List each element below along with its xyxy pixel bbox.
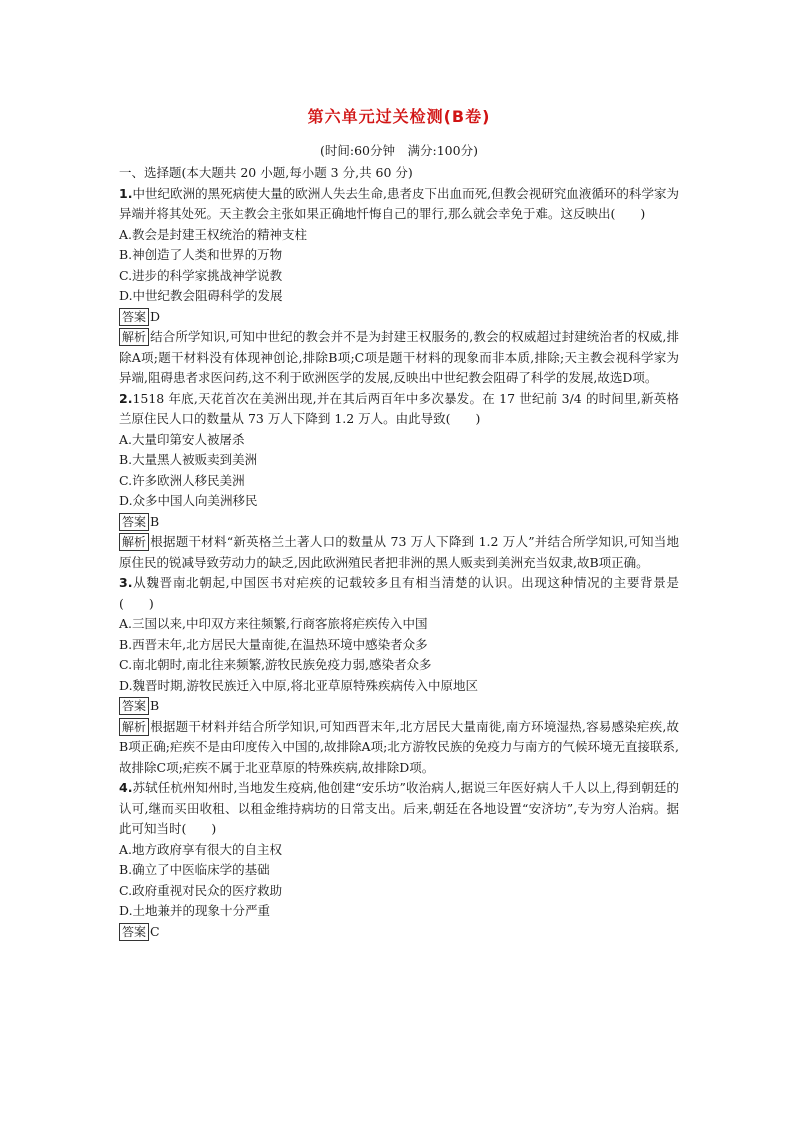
question-1 bbox=[119, 184, 679, 389]
option-b: B.确立了中医临床学的基础 bbox=[119, 862, 270, 877]
analysis-text: 结合所学知识,可知中世纪的教会并不是为封建王权服务的,教会的权威超过封建统治者的权威,排除A项;题干材料没有体现神创论,排除B项;C项是题干材料的现象而非本质,排除;天主教会视科学家为异端,阻碍患者求医问药,这不利于欧洲医学的发展,反映出中世纪教会阻碍了科学的发展,故选D项。 bbox=[119, 329, 679, 385]
stem-text: 从魏晋南北朝起,中国医书对疟疾的记载较多且有相当清楚的认识。出现这种情况的主要背景是( ) bbox=[119, 575, 679, 611]
exam-page bbox=[119, 104, 679, 942]
analysis-tag: 解析 bbox=[119, 718, 149, 736]
stem-text: 苏轼任杭州知州时,当地发生疫病,他创建“安乐坊”收治病人,据说三年医好病人千人以上,得到朝廷的认可,继而买田收租、以租金维持病坊的日常支出。后来,朝廷在各地设置“安济坊”,专为穷人治病。据此可知当时( ) bbox=[119, 780, 679, 836]
option-c: C.进步的科学家挑战神学说教 bbox=[119, 267, 283, 283]
option-a: A.教会是封建王权统治的精神支柱 bbox=[119, 226, 308, 242]
analysis-text: 根据题干材料“新英格兰土著人口的数量从 73 万人下降到 1.2 万人”并结合所学知识,可知当地原住民的锐减导致劳动力的缺乏,因此欧洲殖民者把非洲的黑人贩卖到美洲充当奴隶,故B项正确。 bbox=[119, 534, 679, 570]
question-number: 4. bbox=[119, 780, 133, 795]
page-title: 第六单元过关检测(B卷) bbox=[307, 107, 491, 126]
stem-text: 中世纪欧洲的黑死病使大量的欧洲人失去生命,患者皮下出血而死,但教会视研究血液循环的科学家为异端并将其处死。天主教会主张如果正确地忏悔自己的罪行,那么就会幸免于难。这反映出( ) bbox=[119, 185, 679, 221]
option-a: A.大量印第安人被屠杀 bbox=[119, 431, 245, 447]
option-d: D.中世纪教会阻碍科学的发展 bbox=[119, 288, 283, 303]
answer-value: C bbox=[150, 923, 160, 939]
analysis-line bbox=[119, 717, 679, 779]
option-b: B.大量黑人被贩卖到美洲 bbox=[119, 452, 258, 467]
analysis-text: 根据题干材料并结合所学知识,可知西晋末年,北方居民大量南徙,南方环境湿热,容易感染疟疾,故B项正确;疟疾不是由印度传入中国的,故排除A项;北方游牧民族的免疫力与南方的气候环境无直接联系,故排除C项;疟疾不属于北亚草原的特殊疾病,故排除D项。 bbox=[119, 718, 679, 775]
question-number: 3. bbox=[119, 575, 133, 590]
option-a: A.地方政府享有很大的自主权 bbox=[119, 841, 283, 857]
question-stem bbox=[119, 778, 679, 840]
answer-tag: 答案 bbox=[119, 308, 149, 326]
question-3 bbox=[119, 573, 679, 778]
question-stem bbox=[119, 573, 679, 614]
analysis-line bbox=[119, 327, 679, 389]
option-c: C.南北朝时,南北往来频繁,游牧民族免疫力弱,感染者众多 bbox=[119, 657, 432, 672]
answer-line bbox=[119, 307, 679, 328]
analysis-tag: 解析 bbox=[119, 328, 149, 346]
option-c: C.许多欧洲人移民美洲 bbox=[119, 472, 245, 488]
option-d: D.土地兼并的现象十分严重 bbox=[119, 903, 271, 918]
option-a: A.三国以来,中印双方来往频繁,行商客旅将疟疾传入中国 bbox=[119, 616, 428, 631]
answer-line bbox=[119, 696, 679, 717]
question-number: 2. bbox=[119, 390, 133, 406]
question-stem bbox=[119, 389, 679, 430]
question-2 bbox=[119, 389, 679, 574]
stem-text: 1518 年底,天花首次在美洲出现,并在其后两百年中多次暴发。在 17 世纪前 3/4 的时间里,新英格兰原住民人口的数量从 73 万人下降到 1.2 万人。由此导致( ) bbox=[119, 390, 679, 426]
question-4 bbox=[119, 778, 679, 942]
exam-meta: (时间:60分钟 满分:100分) bbox=[320, 143, 478, 158]
answer-tag: 答案 bbox=[119, 697, 149, 715]
section-heading: 一、选择题(本大题共 20 小题,每小题 3 分,共 60 分) bbox=[119, 165, 413, 180]
analysis-line bbox=[119, 532, 679, 573]
answer-tag: 答案 bbox=[119, 923, 149, 941]
question-number: 1. bbox=[119, 185, 133, 201]
option-d: D.众多中国人向美洲移民 bbox=[119, 493, 258, 508]
option-b: B.神创造了人类和世界的万物 bbox=[119, 247, 283, 262]
option-b: B.西晋末年,北方居民大量南徙,在温热环境中感染者众多 bbox=[119, 636, 428, 652]
answer-line bbox=[119, 922, 679, 943]
option-d: D.魏晋时期,游牧民族迁入中原,将北亚草原特殊疾病传入中原地区 bbox=[119, 677, 478, 693]
answer-value: B bbox=[150, 698, 160, 713]
question-stem bbox=[119, 184, 679, 225]
answer-tag: 答案 bbox=[119, 513, 149, 531]
analysis-tag: 解析 bbox=[119, 533, 149, 551]
answer-value: D bbox=[150, 308, 161, 324]
option-c: C.政府重视对民众的医疗救助 bbox=[119, 882, 283, 898]
answer-line bbox=[119, 512, 679, 533]
answer-value: B bbox=[150, 513, 160, 529]
